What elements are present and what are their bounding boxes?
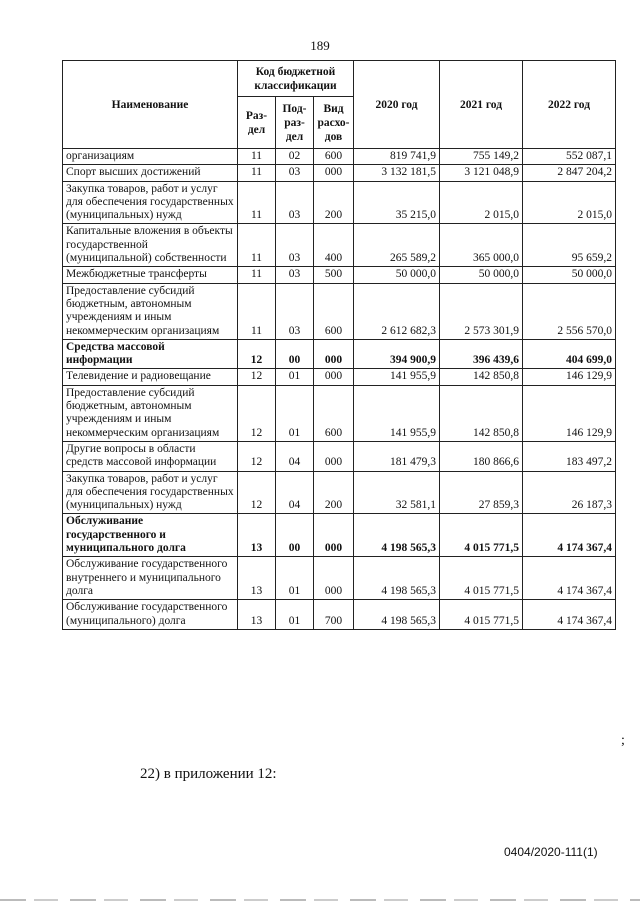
cell-razdel: 11	[238, 149, 276, 165]
cell-vid: 000	[314, 514, 354, 557]
cell-2022: 50 000,0	[523, 267, 616, 283]
cell-2022: 552 087,1	[523, 149, 616, 165]
cell-2020: 141 955,9	[354, 369, 440, 385]
cell-podrazdel: 03	[276, 224, 314, 267]
table-row	[63, 339, 616, 369]
cell-2022: 2 015,0	[523, 181, 616, 224]
cell-2021: 2 015,0	[440, 181, 523, 224]
header-vid: Вид расхо-дов	[314, 97, 354, 149]
cell-name: Обслуживание государственного и муниципального долга	[63, 514, 238, 557]
table-row	[63, 165, 616, 181]
table-row	[63, 224, 616, 267]
cell-2021: 142 850,8	[440, 385, 523, 441]
header-razdel: Раз-дел	[238, 97, 276, 149]
cell-podrazdel: 02	[276, 149, 314, 165]
cell-2020: 819 741,9	[354, 149, 440, 165]
cell-2021: 365 000,0	[440, 224, 523, 267]
cell-vid: 600	[314, 385, 354, 441]
cell-2021: 4 015 771,5	[440, 557, 523, 600]
header-code-group: Код бюджетной классификации	[238, 61, 354, 97]
table-row	[63, 441, 616, 471]
cell-razdel: 13	[238, 514, 276, 557]
cell-2020: 181 479,3	[354, 441, 440, 471]
cell-name: Капитальные вложения в объекты государственной (муниципальной) собственности	[63, 224, 238, 267]
cell-podrazdel: 04	[276, 441, 314, 471]
cell-vid: 000	[314, 441, 354, 471]
header-name: Наименование	[63, 61, 238, 149]
cell-2020: 394 900,9	[354, 339, 440, 369]
cell-2022: 4 174 367,4	[523, 600, 616, 630]
cell-name: Обслуживание государственного внутреннего и муниципального долга	[63, 557, 238, 600]
section-heading: 22) в приложении 12:	[140, 766, 277, 782]
cell-2021: 755 149,2	[440, 149, 523, 165]
cell-2022: 146 129,9	[523, 369, 616, 385]
cell-name: Спорт высших достижений	[63, 165, 238, 181]
cell-2020: 2 612 682,3	[354, 283, 440, 339]
cell-razdel: 13	[238, 557, 276, 600]
cell-2022: 4 174 367,4	[523, 514, 616, 557]
cell-2021: 180 866,6	[440, 441, 523, 471]
cell-podrazdel: 03	[276, 267, 314, 283]
cell-vid: 200	[314, 471, 354, 514]
cell-2021: 2 573 301,9	[440, 283, 523, 339]
cell-name: Средства массовой информации	[63, 339, 238, 369]
cell-razdel: 11	[238, 267, 276, 283]
cell-vid: 500	[314, 267, 354, 283]
table-row	[63, 267, 616, 283]
table-row	[63, 557, 616, 600]
document-code: 0404/2020-111(1)	[504, 845, 598, 859]
cell-2020: 4 198 565,3	[354, 557, 440, 600]
cell-2022: 2 847 204,2	[523, 165, 616, 181]
page-number: 189	[310, 38, 330, 53]
cell-podrazdel: 01	[276, 369, 314, 385]
cell-podrazdel: 03	[276, 165, 314, 181]
cell-2021: 27 859,3	[440, 471, 523, 514]
cell-2021: 4 015 771,5	[440, 514, 523, 557]
cell-vid: 700	[314, 600, 354, 630]
budget-table	[62, 60, 616, 630]
cell-podrazdel: 01	[276, 557, 314, 600]
table-row	[63, 385, 616, 441]
table-body	[63, 149, 616, 630]
cell-vid: 400	[314, 224, 354, 267]
cell-2022: 26 187,3	[523, 471, 616, 514]
cell-razdel: 11	[238, 224, 276, 267]
cell-2020: 141 955,9	[354, 385, 440, 441]
cell-2020: 265 589,2	[354, 224, 440, 267]
cell-vid: 000	[314, 165, 354, 181]
cell-vid: 000	[314, 339, 354, 369]
trailing-semicolon: ;	[621, 733, 625, 748]
cell-2020: 50 000,0	[354, 267, 440, 283]
header-2022: 2022 год	[523, 61, 616, 149]
cell-2020: 4 198 565,3	[354, 514, 440, 557]
table-row	[63, 369, 616, 385]
scan-edge-marks	[0, 899, 640, 901]
cell-name: Обслуживание государственного (муниципального) долга	[63, 600, 238, 630]
cell-2022: 4 174 367,4	[523, 557, 616, 600]
cell-podrazdel: 01	[276, 385, 314, 441]
cell-vid: 200	[314, 181, 354, 224]
table-row	[63, 471, 616, 514]
cell-2020: 35 215,0	[354, 181, 440, 224]
cell-2022: 183 497,2	[523, 441, 616, 471]
table-row	[63, 600, 616, 630]
cell-name: Межбюджетные трансферты	[63, 267, 238, 283]
cell-podrazdel: 01	[276, 600, 314, 630]
cell-2021: 50 000,0	[440, 267, 523, 283]
cell-name: Другие вопросы в области средств массовой информации	[63, 441, 238, 471]
cell-2022: 95 659,2	[523, 224, 616, 267]
cell-2020: 3 132 181,5	[354, 165, 440, 181]
table-row	[63, 149, 616, 165]
cell-razdel: 12	[238, 339, 276, 369]
cell-name: Закупка товаров, работ и услуг для обеспечения государственных (муниципальных) нужд	[63, 181, 238, 224]
cell-name: Телевидение и радиовещание	[63, 369, 238, 385]
cell-name: Предоставление субсидий бюджетным, автономным учреждениям и иным некоммерческим организациям	[63, 283, 238, 339]
cell-2021: 3 121 048,9	[440, 165, 523, 181]
cell-name: Закупка товаров, работ и услуг для обеспечения государственных (муниципальных) нужд	[63, 471, 238, 514]
header-2020: 2020 год	[354, 61, 440, 149]
cell-vid: 000	[314, 369, 354, 385]
cell-razdel: 11	[238, 283, 276, 339]
cell-2020: 4 198 565,3	[354, 600, 440, 630]
cell-podrazdel: 03	[276, 283, 314, 339]
cell-vid: 600	[314, 149, 354, 165]
cell-2020: 32 581,1	[354, 471, 440, 514]
table-row	[63, 514, 616, 557]
cell-razdel: 11	[238, 181, 276, 224]
cell-2021: 396 439,6	[440, 339, 523, 369]
table-row	[63, 283, 616, 339]
cell-vid: 600	[314, 283, 354, 339]
cell-razdel: 12	[238, 385, 276, 441]
cell-vid: 000	[314, 557, 354, 600]
cell-razdel: 11	[238, 165, 276, 181]
cell-razdel: 12	[238, 441, 276, 471]
cell-podrazdel: 03	[276, 181, 314, 224]
cell-name: организациям	[63, 149, 238, 165]
cell-2022: 404 699,0	[523, 339, 616, 369]
cell-razdel: 12	[238, 471, 276, 514]
cell-2021: 142 850,8	[440, 369, 523, 385]
cell-razdel: 13	[238, 600, 276, 630]
cell-podrazdel: 00	[276, 339, 314, 369]
header-2021: 2021 год	[440, 61, 523, 149]
cell-razdel: 12	[238, 369, 276, 385]
cell-2022: 146 129,9	[523, 385, 616, 441]
cell-2021: 4 015 771,5	[440, 600, 523, 630]
cell-2022: 2 556 570,0	[523, 283, 616, 339]
header-podrazdel: Под-раз-дел	[276, 97, 314, 149]
cell-name: Предоставление субсидий бюджетным, автономным учреждениям и иным некоммерческим организациям	[63, 385, 238, 441]
table-row	[63, 181, 616, 224]
cell-podrazdel: 00	[276, 514, 314, 557]
cell-podrazdel: 04	[276, 471, 314, 514]
